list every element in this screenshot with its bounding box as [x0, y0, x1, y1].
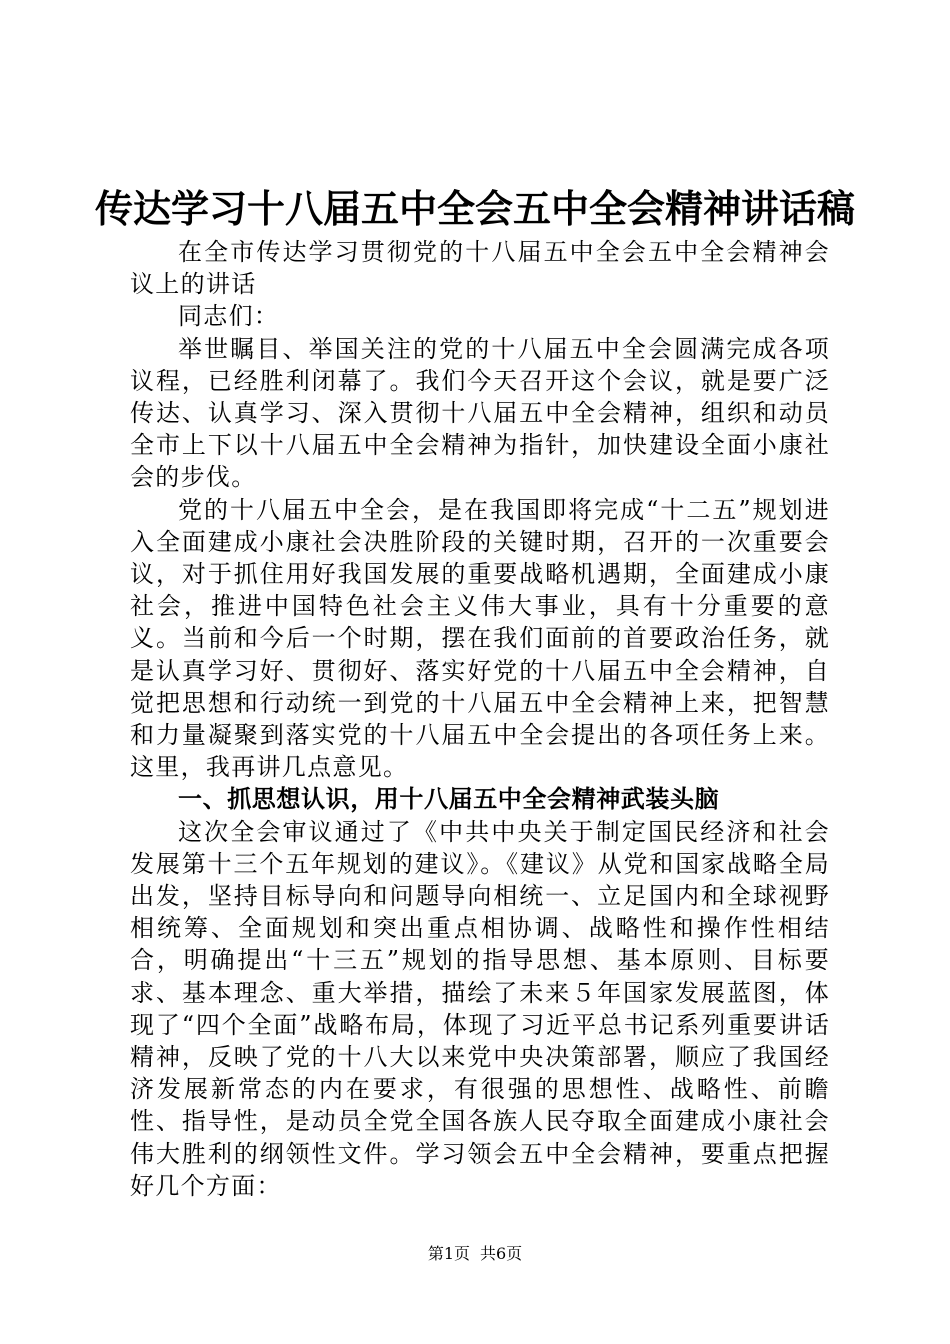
page-footer [0, 1244, 950, 1264]
body-paragraph: 党的十八届五中全会，是在我国即将完成“十二五”规划进入全面建成小康社会决胜阶段的关键时期，召开的一次重要会议，对于抓住用好我国发展的重要战略机遇期，全面建成小康社会，推进中国特色社会主义伟大事业，具有十分重要的意义。当前和今后一个时期，摆在我们面前的首要政治任务，就是认真学习好、贯彻好、落实好党的十八届五中全会精神，自觉把思想和行动统一到党的十八届五中全会精神上来，把智慧和力量凝聚到落实党的十八届五中全会提出的各项任务上来。这里，我再讲几点意见。 [130, 495, 830, 782]
page-number: 第1页 [427, 1244, 470, 1263]
section-paragraph: 这次全会审议通过了《中共中央关于制定国民经济和社会发展第十三个五年规划的建议》。《建议》从党和国家战略全局出发，坚持目标导向和问题导向相统一、立足国内和全球视野相统筹、全面规划和突出重点相协调、战略性和操作性相结合，明确提出“十三五”规划的指导思想、基本原则、目标要求、基本理念、重大举措，描绘了未来５年国家发展蓝图，体现了“四个全面”战略布局，体现了习近平总书记系列重要讲话精神，反映了党的十八大以来党中央决策部署，顺应了我国经济发展新常态的内在要求，有很强的思想性、战略性、前瞻性、指导性，是动员全党全国各族人民夺取全面建成小康社会伟大胜利的纲领性文件。学习领会五中全会精神，要重点把握好几个方面： [130, 817, 830, 1200]
intro-paragraph: 在全市传达学习贯彻党的十八届五中全会五中全会精神会议上的讲话 [130, 238, 830, 299]
body-paragraph: 举世瞩目、举国关注的党的十八届五中全会圆满完成各项议程，已经胜利闭幕了。我们今天召开这个会议，就是要广泛传达、认真学习、深入贯彻十八届五中全会精神，组织和动员全市上下以十八届五中全会精神为指针，加快建设全面小康社会的步伐。 [130, 334, 830, 492]
section-heading: 一、抓思想认识，用十八届五中全会精神武装头脑 [178, 785, 720, 814]
salutation: 同志们： [178, 302, 280, 331]
document-title: 传达学习十八届五中全会五中全会精神讲话稿 [94, 187, 855, 231]
page-total: 共6页 [480, 1244, 523, 1263]
document-body [130, 236, 830, 1202]
